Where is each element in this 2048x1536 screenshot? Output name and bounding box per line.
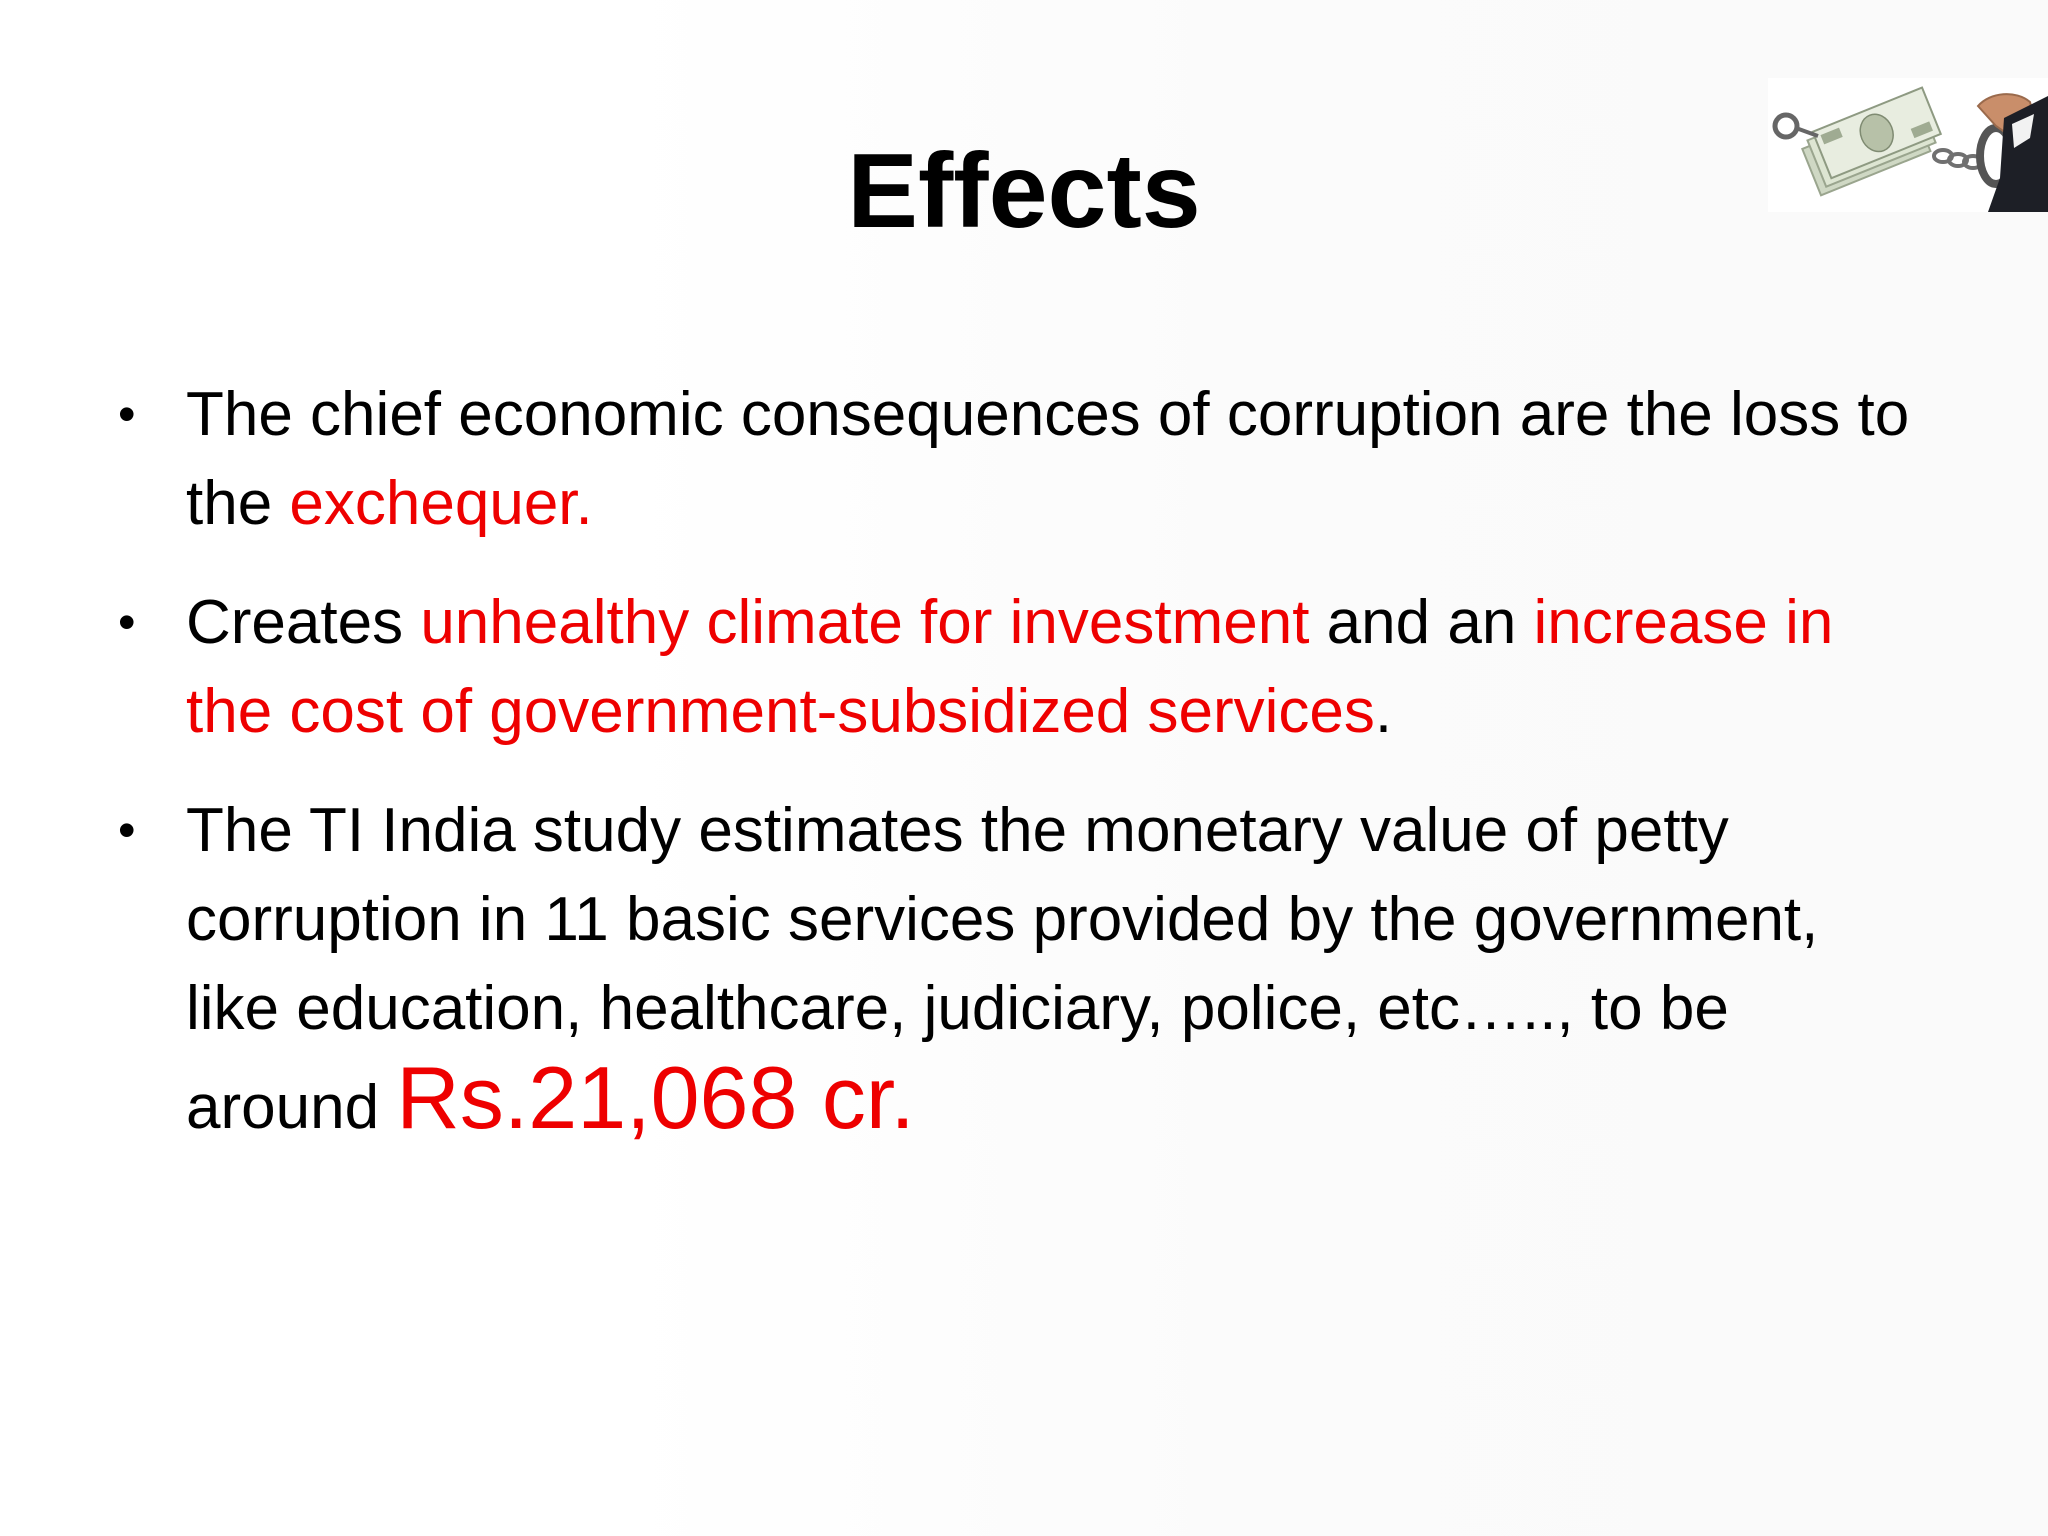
bullet-item [118, 578, 1918, 756]
bullet-text: The TI India study estimates the monetary value of petty corruption in 11 basic services provided by the government, like education, healthcare, judiciary, police, etc….., to be around [186, 796, 1819, 1142]
bullet-text: . [1374, 677, 1393, 746]
bullet-text: Creates [186, 588, 421, 657]
amount-highlight: Rs.21,068 cr. [396, 1048, 915, 1147]
bullet-list [118, 370, 1918, 1182]
slide-title: Effects [847, 132, 1201, 250]
bullet-item [118, 786, 1918, 1152]
bullet-text: and an [1309, 588, 1534, 657]
highlight-text: increase in the cost of government-subsidized services [186, 588, 1834, 746]
bullet-symbol: • [118, 802, 136, 858]
bullet-text: The chief economic consequences of corruption are the loss to the [186, 380, 1910, 538]
bullet-item [118, 370, 1918, 548]
bullet-symbol: • [118, 594, 136, 650]
highlight-text: unhealthy climate for investment [420, 588, 1310, 657]
money-handcuff-image [1768, 78, 2048, 212]
bullet-symbol: • [118, 386, 136, 442]
highlight-text: exchequer. [289, 469, 593, 538]
